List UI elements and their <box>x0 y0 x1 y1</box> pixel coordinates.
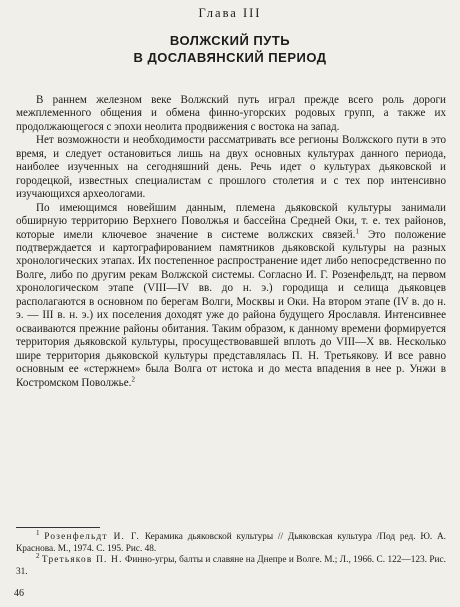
footnote-2-text: Финно-угры, балты и славяне на Днепре и Волге. М.; Л., 1966. С. 122—123. Рис. 31. <box>16 555 446 577</box>
paragraph-1: В раннем железном веке Волжский путь играл прежде всего роль дороги межплеменного общения и обмена финно-угорских родовых групп, а также их продолжающегося с эпохи неолита продвижения с востока на запад. <box>16 94 446 133</box>
footnote-1-author: Розенфельдт И. Г. <box>44 532 141 542</box>
chapter-heading: Глава III <box>198 6 262 20</box>
footnote-2-number: 2 <box>36 552 40 561</box>
paragraph-3 <box>16 202 446 390</box>
footnote-2 <box>16 552 446 578</box>
footnotes <box>16 528 446 578</box>
body-text <box>16 94 446 390</box>
paragraph-2: Нет возможности и необходимости рассматривать все регионы Волжского пути в это время, и следует остановиться лишь на двух основных культурах данного периода, наиболее изученных на сегодняшний день. Речь идет о культурах дьяковской и городецкой, известных специалистам с прошлого столетия и с тех пор интенсивно изучающихся археологами. <box>16 134 446 201</box>
chapter-title-line-2: В ДОСЛАВЯНСКИЙ ПЕРИОД <box>133 50 327 65</box>
footnote-ref-2: 2 <box>131 374 135 383</box>
paragraph-3-part-2: Это положение подтверждается и картографированием памятников дьяковской культуры на разных хронологических этапах. Их постепенное распространение идет либо непосредственно по Волге, либо по другим рекам Волжской системы. Согласно И. Г. Розенфельдт, на первом хронологическом этапе (VIII—IV вв. до н. э.) городища и селища дьяковцев располагаются в основном по берегам Волги, Москвы и Оки. На втором этапе (IV в. до н. э. — III в. н. э.) их поселения доходят уже до района будущего Ярославля. Интенсивнее осваиваются прежние районы обитания. Таким образом, к данному времени формируется территория дьяковской культуры, просуществовавшей вплоть до VIII—X вв. Несколько шире территория дьяковской культуры представлялась П. Н. Третьякову. И все равно основным ее «стержнем» была Волга от истока и до места впадения в нее р. Унжи в Костромском Поволжье. <box>16 228 446 389</box>
page-number: 46 <box>14 588 24 599</box>
footnote-1-number: 1 <box>36 528 40 537</box>
footnote-divider <box>16 527 100 528</box>
footnote-1 <box>16 528 446 555</box>
paragraph-3-part-1: По имеющимся новейшим данным, племена дьяковской культуры занимали обширную территорию Верхнего Поволжья и бассейна Средней Оки, т. е. тех районов, которые имели ключевое значение в системе волжских связей. <box>16 201 446 241</box>
footnote-1-text: Керамика дьяковской культуры // Дьяковская культура /Под ред. Ю. А. Краснова. М., 1974. С. 195. Рис. 48. <box>16 532 446 554</box>
footnote-ref-1: 1 <box>355 226 359 235</box>
chapter-title-line-1: ВОЛЖСКИЙ ПУТЬ <box>169 33 291 48</box>
footnote-2-author: Третьяков П. Н. <box>41 555 123 566</box>
